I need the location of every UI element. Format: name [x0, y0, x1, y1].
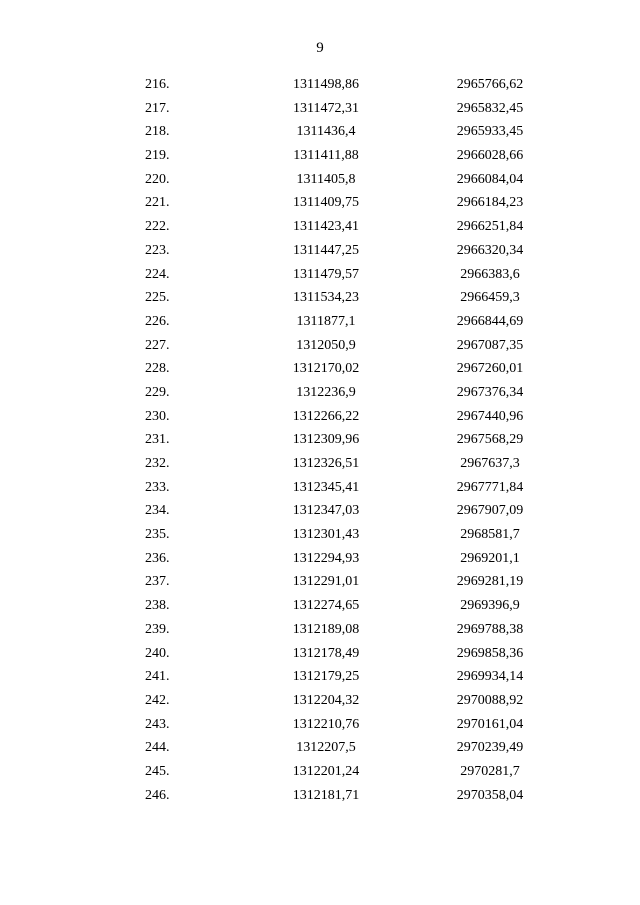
x-coordinate: 1311411,88: [293, 148, 359, 164]
point-number: 221.: [145, 195, 170, 211]
y-coordinate: 2966320,34: [456, 242, 524, 258]
table-row: [0, 454, 640, 478]
point-number: 242.: [145, 692, 170, 708]
x-coordinate: 1312181,71: [292, 787, 360, 803]
y-coordinate: 2966459,3: [460, 290, 520, 306]
y-coordinate: 2969201,1: [460, 550, 520, 566]
x-coordinate: 1312274,65: [292, 598, 360, 614]
point-number: 232.: [145, 456, 170, 471]
x-coordinate: 1311534,23: [293, 290, 359, 306]
table-row: [0, 596, 640, 620]
table-row: [0, 288, 640, 312]
point-number: 236.: [145, 550, 170, 566]
x-coordinate: 1312204,32: [292, 692, 360, 708]
table-row: [0, 170, 640, 194]
table-row: [0, 478, 640, 502]
y-coordinate: 2967771,84: [456, 479, 524, 495]
y-coordinate: 2965832,45: [456, 100, 524, 116]
point-number: 229.: [145, 384, 170, 400]
y-coordinate: 2969396,9: [460, 598, 520, 614]
y-coordinate: 2970281,7: [460, 763, 520, 779]
point-number: 238.: [145, 598, 170, 614]
point-number: 231.: [145, 432, 170, 448]
x-coordinate: 1312201,24: [292, 763, 360, 779]
x-coordinate: 1312326,51: [292, 456, 360, 471]
y-coordinate: 2966383,6: [460, 266, 520, 282]
point-number: 226.: [145, 313, 170, 329]
x-coordinate: 1311423,41: [293, 219, 359, 235]
y-coordinate: 2966084,04: [456, 171, 524, 187]
table-row: [0, 122, 640, 146]
x-coordinate: 1312170,02: [292, 361, 360, 377]
point-number: 239.: [145, 621, 170, 637]
table-row: [0, 691, 640, 715]
point-number: 246.: [145, 787, 170, 803]
y-coordinate: 2968581,7: [460, 527, 520, 543]
x-coordinate: 1311479,57: [293, 266, 359, 282]
table-row: [0, 738, 640, 762]
table-row: [0, 501, 640, 525]
table-row: [0, 430, 640, 454]
table-row: [0, 715, 640, 739]
x-coordinate: 1312301,43: [292, 527, 360, 543]
point-number: 234.: [145, 503, 170, 519]
coordinates-table: [0, 75, 640, 809]
y-coordinate: 2967907,09: [456, 503, 524, 519]
table-row: [0, 75, 640, 99]
y-coordinate: 2969934,14: [456, 669, 524, 685]
y-coordinate: 2967376,34: [456, 384, 524, 400]
point-number: 222.: [145, 219, 170, 235]
x-coordinate: 1311498,86: [293, 77, 359, 92]
y-coordinate: 2967087,35: [456, 337, 524, 353]
y-coordinate: 2966028,66: [456, 148, 524, 164]
x-coordinate: 1311405,8: [296, 171, 356, 187]
x-coordinate: 1312294,93: [292, 550, 360, 566]
page-number: 9: [316, 40, 324, 56]
table-row: [0, 549, 640, 573]
y-coordinate: 2970088,92: [456, 692, 524, 708]
table-row: [0, 217, 640, 241]
point-number: 233.: [145, 479, 170, 495]
x-coordinate: 1312266,22: [292, 408, 360, 424]
y-coordinate: 2970239,49: [456, 740, 524, 756]
x-coordinate: 1312236,9: [296, 384, 356, 400]
point-number: 225.: [145, 290, 170, 306]
point-number: 220.: [145, 171, 170, 187]
point-number: 240.: [145, 645, 170, 661]
table-row: [0, 762, 640, 786]
table-row: [0, 312, 640, 336]
table-row: [0, 572, 640, 596]
x-coordinate: 1311436,4: [296, 124, 356, 140]
table-row: [0, 407, 640, 431]
point-number: 243.: [145, 716, 170, 732]
x-coordinate: 1312347,03: [292, 503, 360, 519]
y-coordinate: 2966184,23: [456, 195, 524, 211]
x-coordinate: 1311877,1: [296, 313, 356, 329]
y-coordinate: 2969281,19: [456, 574, 524, 590]
point-number: 227.: [145, 337, 170, 353]
y-coordinate: 2967440,96: [456, 408, 524, 424]
y-coordinate: 2970358,04: [456, 787, 524, 803]
x-coordinate: 1312345,41: [292, 479, 360, 495]
table-row: [0, 525, 640, 549]
x-coordinate: 1312309,96: [292, 432, 360, 448]
x-coordinate: 1312291,01: [292, 574, 360, 590]
table-row: [0, 99, 640, 123]
table-row: [0, 336, 640, 360]
point-number: 228.: [145, 361, 170, 377]
point-number: 219.: [145, 148, 170, 164]
table-row: [0, 644, 640, 668]
x-coordinate: 1312179,25: [292, 669, 360, 685]
point-number: 237.: [145, 574, 170, 590]
x-coordinate: 1312050,9: [296, 337, 356, 353]
point-number: 216.: [145, 77, 170, 92]
point-number: 235.: [145, 527, 170, 543]
table-row: [0, 383, 640, 407]
y-coordinate: 2969788,38: [456, 621, 524, 637]
table-row: [0, 241, 640, 265]
table-row: [0, 667, 640, 691]
y-coordinate: 2967260,01: [456, 361, 524, 377]
y-coordinate: 2970161,04: [456, 716, 524, 732]
x-coordinate: 1312210,76: [292, 716, 360, 732]
table-row: [0, 620, 640, 644]
table-row: [0, 193, 640, 217]
x-coordinate: 1311447,25: [293, 242, 359, 258]
point-number: 217.: [145, 100, 170, 116]
point-number: 244.: [145, 740, 170, 756]
y-coordinate: 2965933,45: [456, 124, 524, 140]
x-coordinate: 1311409,75: [293, 195, 359, 211]
point-number: 218.: [145, 124, 170, 140]
point-number: 245.: [145, 763, 170, 779]
table-row: [0, 786, 640, 810]
x-coordinate: 1311472,31: [293, 100, 359, 116]
y-coordinate: 2969858,36: [456, 645, 524, 661]
table-row: [0, 359, 640, 383]
x-coordinate: 1312207,5: [296, 740, 356, 756]
x-coordinate: 1312189,08: [292, 621, 360, 637]
point-number: 241.: [145, 669, 170, 685]
table-row: [0, 146, 640, 170]
table-row: [0, 265, 640, 289]
point-number: 230.: [145, 408, 170, 424]
y-coordinate: 2966251,84: [456, 219, 524, 235]
y-coordinate: 2967568,29: [456, 432, 524, 448]
point-number: 223.: [145, 242, 170, 258]
y-coordinate: 2967637,3: [460, 456, 520, 471]
y-coordinate: 2966844,69: [456, 313, 524, 329]
y-coordinate: 2965766,62: [456, 77, 524, 92]
point-number: 224.: [145, 266, 170, 282]
x-coordinate: 1312178,49: [292, 645, 360, 661]
